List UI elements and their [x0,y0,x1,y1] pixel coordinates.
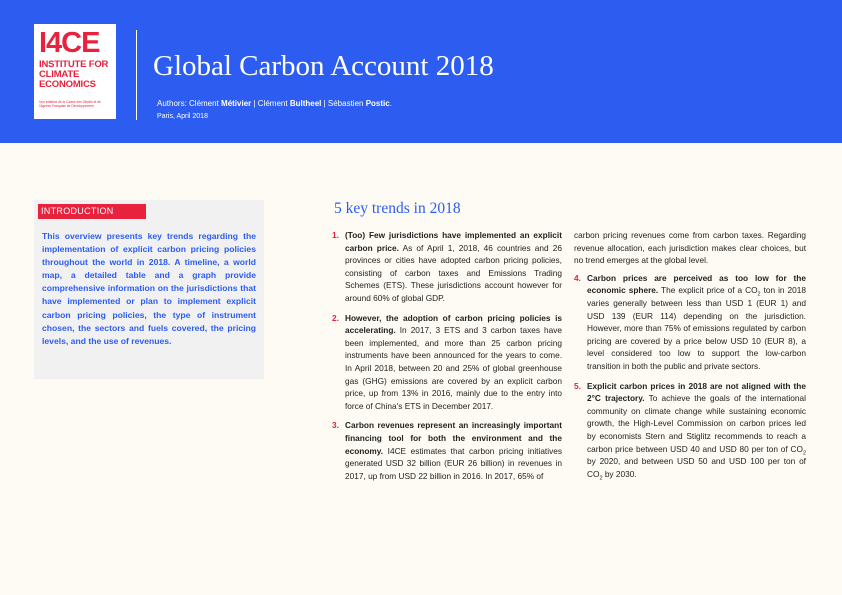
logo-tagline: Une initiative de la Caisse des Dépôts et de l'Agence Française de Développement [39,100,101,108]
logo-main: I4CE [39,27,100,59]
trends-column-right [574,229,806,487]
trend-number: 5. [574,380,581,391]
trends-heading: 5 key trends in 2018 [334,200,461,217]
trend-item-3: 3. Carbon revenues represent an increasingly important financing tool for both the environment and the economy. I4CE estimates that carbon pricing initiatives generated USD 32 billion (EUR 26 billion) in revenues in 2017, up from USD 22 billion in 2016. In 2017, 65% of [332,420,562,481]
author-bultheel: Bultheel [289,99,322,108]
trend-number: 1. [332,230,339,240]
header-divider [136,30,137,120]
author-postic: Postic [365,99,390,108]
publication-date: Paris, April 2018 [157,113,208,120]
introduction-tag: INTRODUCTION [38,204,146,219]
trend-number: 4. [574,272,581,283]
trend-number: 2. [332,312,339,323]
page-title: Global Carbon Account 2018 [153,50,494,82]
author-metivier: Métivier [221,99,252,108]
trend-item-2: 2. However, the adoption of carbon pricing policies is accelerating. In 2017, 3 ETS and 3 carbon taxes have been implemented, and more than 25 carbon pricing instruments have been announced for the years to come. In April 2018, between 20 and 25% of global greenhouse gas (GHG) emissions are covered by an explicit carbon price, up from 13% in 2016, mainly due to the entry into force of China's ETS in December 2017. [332,312,562,411]
trends-column-left [332,229,562,489]
trend-item-1: 1. (Too) Few jurisdictions have implemented an explicit carbon price. As of April 1, 2018, 46 countries and 26 provinces or cities have adopted carbon pricing policies, consisting of carbon taxes and Emissions Trading Schemes (ETS). These jurisdictions account however for around 60% of global GDP. [332,230,562,303]
trend-item-5: 5. Explicit carbon prices in 2018 are not aligned with the 2°C trajectory. To achieve the goals of the international community on climate change while sustaining economic growth, the High-Level Commission on carbon prices led by economists Stern and Stiglitz recommends to reach a carbon price between USD 40 and USD 80 per ton of $CO_2$ by 2020, and between USD 50 and USD 100 per ton of $CO_2$ by 2030. [574,380,806,482]
authors-line: Authors: Clément Métivier | Clément Bultheel | Sébastien Postic. [157,99,392,108]
i4ce-logo[interactable] [34,24,116,119]
trend-number: 3. [332,420,339,431]
introduction-box [34,200,264,379]
header-banner [0,0,842,143]
trend-item-4: 4. Carbon prices are perceived as too low for the economic sphere. The explicit price of a $CO_2$ ton in 2018 varies generally between less than USD 1 (EUR 1) and USD 139 (EUR 114) depending on the jurisdiction. However, more than 75% of emissions regulated by carbon pricing are covered by a price below USD 10 (EUR 8), a level considered too low to support the low-carbon transition in both the public and private sectors. [574,272,806,371]
trend-item-3-continued: carbon pricing revenues come from carbon taxes. Regarding revenue allocation, each jurisdiction makes clear choices, but no trend emerges at the global level. [574,230,806,266]
logo-name: INSTITUTE FOR CLIMATE ECONOMICS [39,59,109,90]
introduction-text: This overview presents key trends regarding the implementation of explicit carbon pricing policies throughout the world in 2018. A timeline, a world map, a detailed table and a graph provide comprehensive information on the jurisdictions that have implemented or plan to implement explicit carbon pricing policies, the type of instrument chosen, the sectors and fuels covered, the pricing levels, and the use of revenues. [42,231,256,346]
